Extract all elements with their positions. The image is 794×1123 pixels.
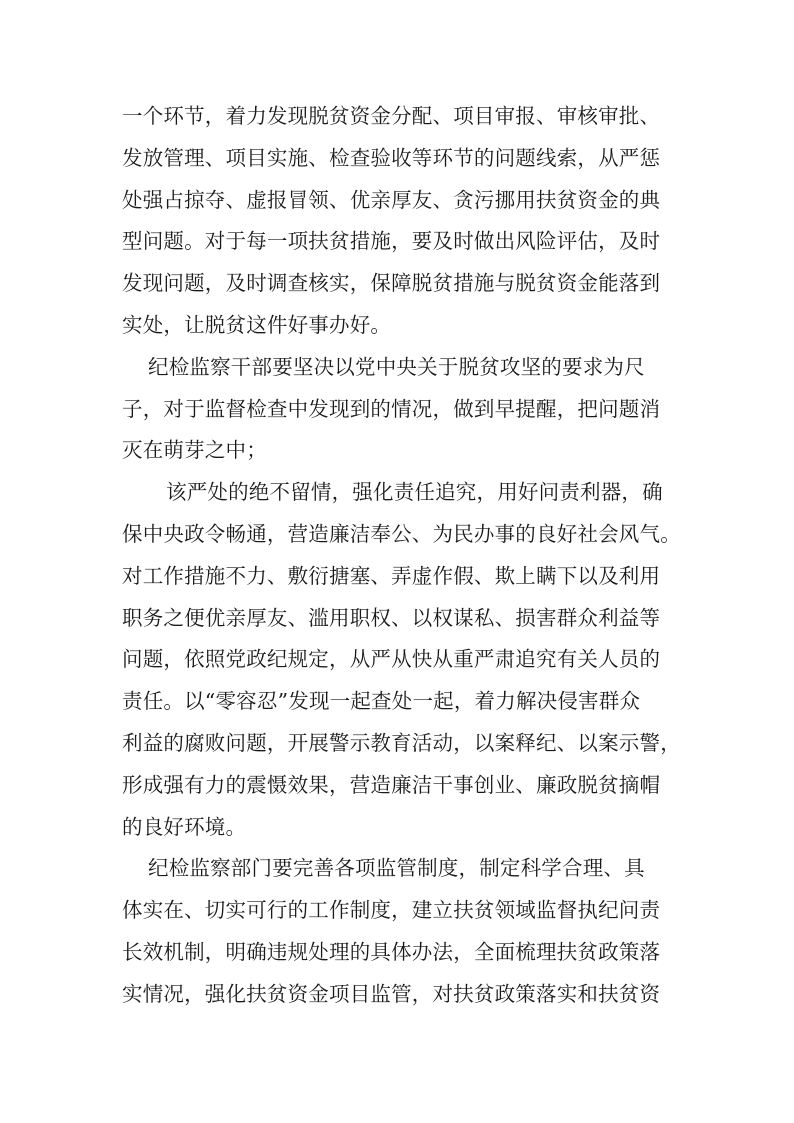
text-line: 保中央政令畅通，营造廉洁奉公、为民办事的良好社会风气。 bbox=[122, 521, 681, 546]
text-line: 型问题。对于每一项扶贫措施，要及时做出风险评估，及时 bbox=[122, 229, 661, 254]
text-line: 形成强有力的震慑效果，营造廉洁干事创业、廉政脱贫摘帽 bbox=[122, 772, 661, 797]
text-line: 职务之便优亲厚友、滥用职权、以权谋私、损害群众利益等 bbox=[122, 605, 661, 630]
text-line: 对工作措施不力、敷衍搪塞、弄虚作假、欺上瞒下以及利用 bbox=[122, 563, 661, 588]
text-line: 发放管理、项目实施、检查验收等环节的问题线索，从严惩 bbox=[122, 145, 661, 170]
text-line: 责任。以“零容忍”发现一起查处一起，着力解决侵害群众 bbox=[122, 689, 641, 714]
text-line: 体实在、切实可行的工作制度，建立扶贫领域监督执纪问责 bbox=[122, 898, 661, 923]
text-line: 实处，让脱贫这件好事办好。 bbox=[122, 312, 392, 337]
text-line: 发现问题，及时调查核实，保障脱贫措施与脱贫资金能落到 bbox=[122, 271, 661, 296]
text-line: 一个环节，着力发现脱贫资金分配、项目审报、审核审批、 bbox=[122, 104, 661, 128]
text-line: 问题，依照党政纪规定，从严从快从重严肃追究有关人员的 bbox=[122, 647, 661, 672]
text-line: 利益的腐败问题，开展警示教育活动，以案释纪、以案示警， bbox=[122, 730, 681, 755]
document-body bbox=[122, 96, 681, 1016]
paragraph-start-line: 该严处的绝不留情，强化责任追究，用好问责利器，确 bbox=[166, 480, 663, 505]
text-line: 的良好环境。 bbox=[122, 814, 247, 839]
text-line: 实情况，强化扶贫资金项目监管，对扶贫政策落实和扶贫资 bbox=[122, 981, 661, 1006]
text-line: 灭在萌芽之中； bbox=[122, 438, 267, 463]
paragraph-start-line: 纪检监察部门要完善各项监管制度，制定科学合理、具 bbox=[148, 856, 645, 881]
paragraph-start-line: 纪检监察干部要坚决以党中央关于脱贫攻坚的要求为尺 bbox=[148, 354, 645, 379]
text-line: 长效机制，明确违规处理的具体办法，全面梳理扶贫政策落 bbox=[122, 939, 661, 964]
text-line: 子，对于监督检查中发现到的情况，做到早提醒，把问题消 bbox=[122, 396, 661, 421]
text-line: 处强占掠夺、虚报冒领、优亲厚友、贪污挪用扶贫资金的典 bbox=[122, 187, 661, 212]
